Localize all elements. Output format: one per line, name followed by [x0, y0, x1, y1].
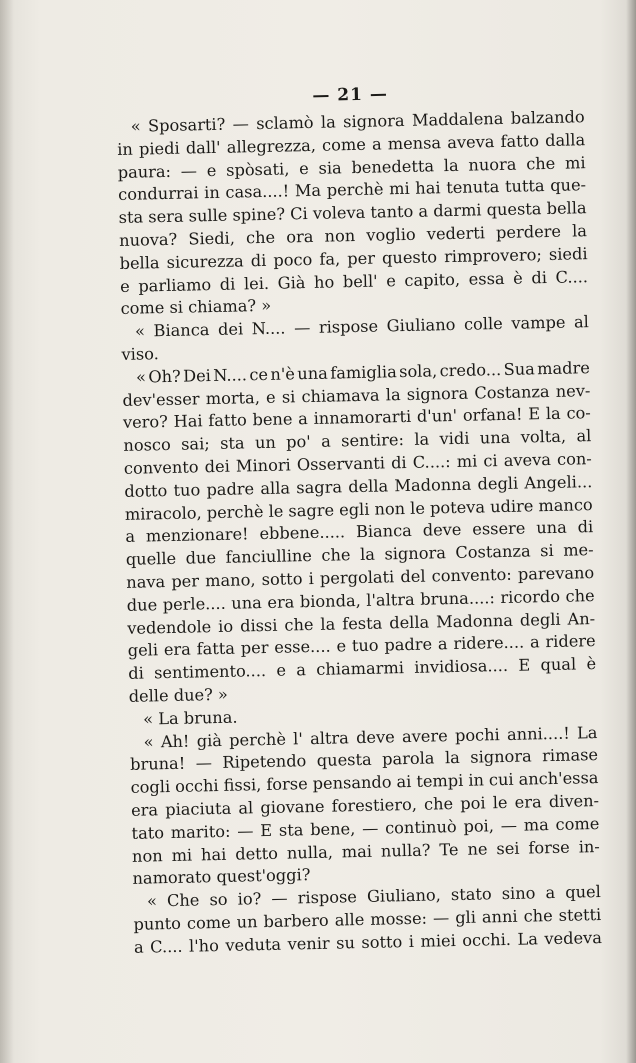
text-line: « Bianca dei N.... — rispose Giuliano colle vampe al	[134, 312, 590, 341]
text-line: bella sicurezza di poco fa, per questo rimprovero; siedi	[119, 243, 588, 273]
page-number: — 21 —	[312, 84, 389, 106]
text-line: a C.... l'ho veduta venir su sotto i miei occhi. La vedeva	[133, 927, 603, 957]
text-line: convento dei Minori Osservanti di C....: mi ci aveva con-	[123, 449, 592, 478]
text-line: « Oh? Dei N.... ce n'è una famiglia sola, credo... Sua madre	[135, 357, 591, 387]
text-line: in piedi dall' allegrezza, come a mensa aveva fatto dalla	[117, 129, 586, 159]
page-left-shadow	[0, 0, 14, 1063]
text-line: come si chiama? »	[120, 296, 272, 319]
text-line: vero? Hai fatto bene a innamorarti d'un' orfana! E la co-	[122, 403, 591, 433]
text-line: nava per mano, sotto i pergolati del convento: parevano	[126, 563, 595, 592]
text-line: dev'esser morta, e si chiamava la signora Costanza nev-	[122, 380, 591, 410]
text-line: dotto tuo padre alla sagra della Madonna degli Angeli...	[124, 471, 593, 501]
text-line: quelle due fanciulline che la signora Costanza si me-	[125, 540, 594, 570]
paragraph-lines	[117, 106, 603, 959]
text-line: geli era fatta per esse.... e tuo padre a ridere.... a ridere	[127, 631, 596, 661]
text-line: condurrai in casa....! Ma perchè mi hai tenuta tutta que-	[117, 175, 587, 205]
page-text-block	[116, 80, 602, 959]
text-line: tato marito: — E sta bene, — continuò poi, — ma come	[131, 813, 600, 843]
text-line: vedendole io dissi che la festa della Madonna degli An-	[127, 608, 596, 638]
text-line: a menzionare! ebbene..... Bianca deve essere una di	[125, 517, 594, 547]
text-line: « Che so io? — rispose Giuliano, stato sino a quel	[146, 882, 602, 911]
text-line: due perle.... una era bionda, l'altra bruna....: ricordo che	[126, 585, 595, 615]
text-line: « La bruna.	[142, 707, 238, 729]
text-line: « Ah! già perchè l' altra deve avere pochi anni....! La	[143, 722, 598, 752]
text-line: nuova? Siedi, che ora non voglio vederti perdere la	[118, 221, 588, 250]
text-line: di sentimento.... e a chiamarmi invidiosa.... E qual è	[128, 654, 597, 683]
text-line: non mi hai detto nulla, mai nulla? Te ne sei forse in-	[131, 836, 600, 866]
text-line: viso.	[121, 344, 159, 364]
text-line: paura: — e spòsati, e sia benedetta la nuora che mi	[117, 152, 586, 182]
text-line: « Sposarti? — sclamò la signora Maddalena balzando	[130, 107, 585, 136]
text-line: era piaciuta al giovane forestiero, che poi le era diven-	[130, 790, 600, 820]
text-line: namorato quest'oggi?	[132, 865, 311, 889]
text-line: e parliamo di lei. Già ho bell' e capito, essa è di C....	[119, 266, 589, 296]
text-line: sta sera sulle spine? Ci voleva tanto a darmi questa bella	[118, 198, 587, 228]
text-line: bruna! — Ripetendo questa parola la signora rimase	[129, 745, 599, 775]
text-line: nosco sai; sta un po' a sentire: la vidi una volta, al	[123, 426, 592, 456]
text-line: punto come un barbero alle mosse: — gli anni che stetti	[133, 904, 602, 934]
text-line: cogli occhi fissi, forse pensando ai tempi in cui anch'essa	[130, 768, 599, 797]
text-line: miracolo, perchè le sagre egli non le poteva udire manco	[124, 494, 593, 524]
text-line: delle due? »	[128, 684, 229, 706]
page-right-shadow	[626, 0, 636, 1063]
